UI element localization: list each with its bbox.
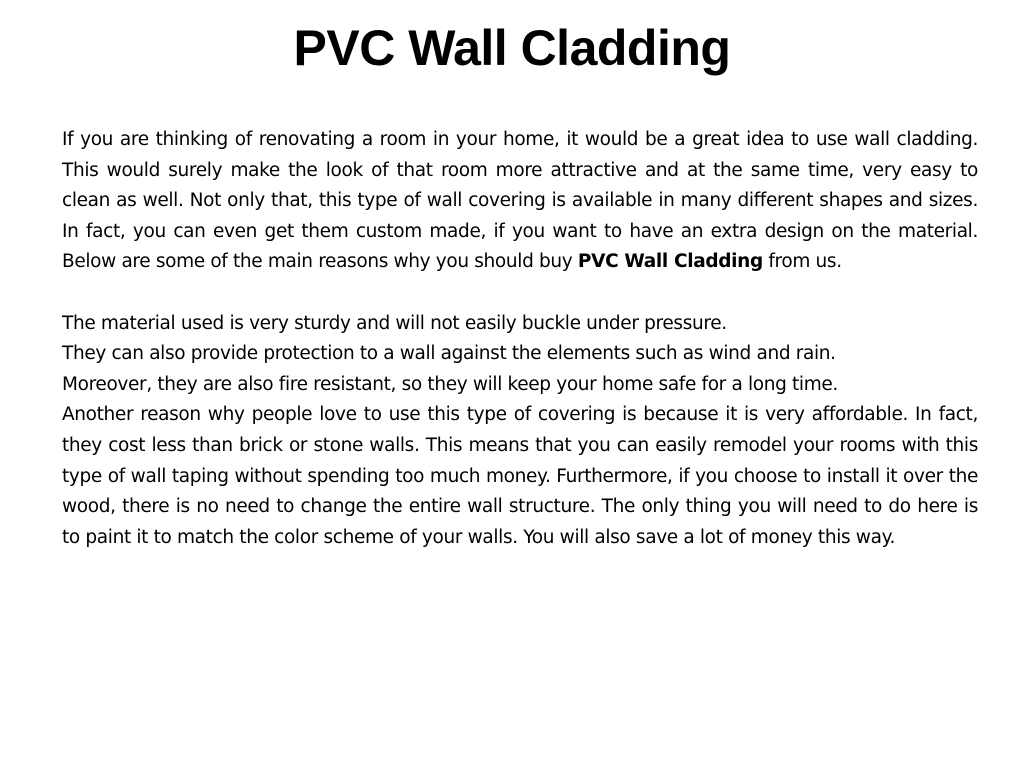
intro-text-end: from us. <box>762 251 842 273</box>
closing-paragraph: Another reason why people love to use this type of covering is because it is very affordable. In fact, they cost less than brick or stone walls. This means that you can easily remodel your rooms with this type of wall taping without spending too much money. Furthermore, if you choose to install it over the wood, there is no need to change the entire wall structure. The only thing you will need to do here is to paint it to match the color scheme of your walls. You will also save a lot of money this way. <box>62 404 978 548</box>
intro-text: If you are thinking of renovating a room in your home, it would be a great idea to use wall cladding. This would surely make the look of that room more attractive and at the same time, very easy to clean as well. Not only that, this type of wall covering is available in many different shapes and sizes. In fact, you can even get them custom made, if you want to have an extra design on the material. Below are some of the main reasons why you should buy <box>62 129 978 273</box>
reason-line: They can also provide protection to a wall against the elements such as wind and rain. <box>62 343 836 365</box>
intro-bold-keyword: PVC Wall Cladding <box>577 251 763 273</box>
reason-line: The material used is very sturdy and will not easily buckle under pressure. <box>62 312 727 334</box>
slide-body <box>62 125 978 553</box>
intro-paragraph <box>62 125 978 278</box>
reason-line: Moreover, they are also fire resistant, so they will keep your home safe for a long time. <box>62 373 838 395</box>
slide-title: PVC Wall Cladding <box>293 20 731 76</box>
